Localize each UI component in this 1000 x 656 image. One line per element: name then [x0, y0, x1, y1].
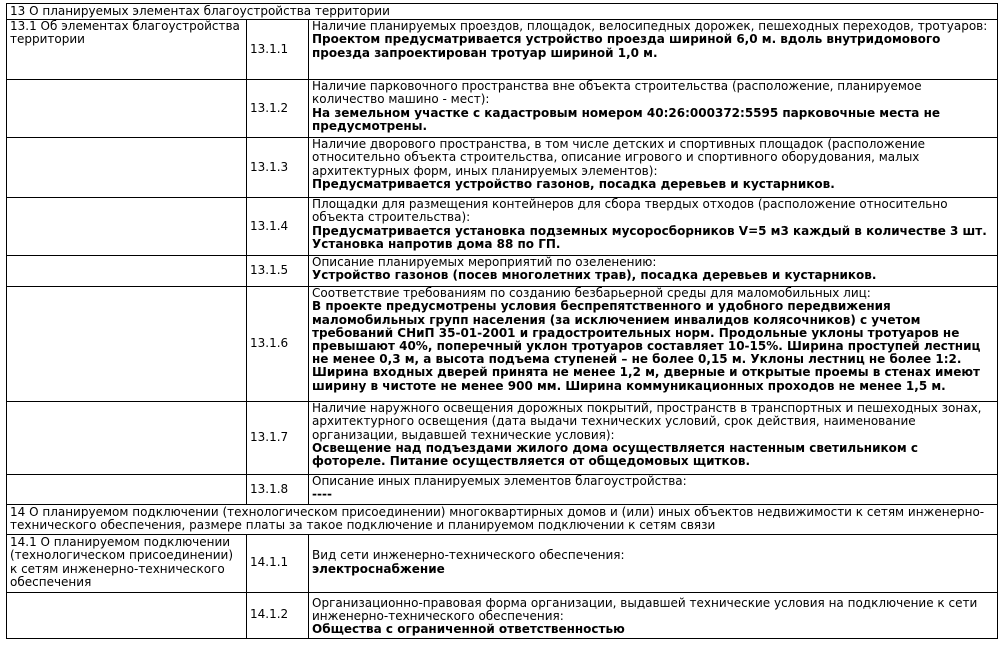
row-number: 13.1.1	[247, 20, 309, 80]
row-number: 14.1.2	[247, 592, 309, 638]
row-description: Описание планируемых мероприятий по озеленению:	[312, 255, 657, 270]
section-13-header-row	[7, 4, 998, 20]
empty-cell	[7, 287, 247, 402]
row-value: На земельном участке с кадастровым номером 40:26:000372:5595 парковочные места не предусмотрены.	[312, 105, 941, 133]
empty-cell	[7, 402, 247, 475]
table-row	[7, 402, 998, 475]
empty-cell	[7, 592, 247, 638]
section-13-title: 13 О планируемых элементах благоустройства территории	[7, 4, 998, 20]
row-content	[309, 402, 998, 475]
row-number: 13.1.7	[247, 402, 309, 475]
row-description: Наличие парковочного пространства вне объекта строительства (расположение, планируемое количество машино - мест):	[312, 79, 922, 107]
table-row	[7, 256, 998, 287]
row-number: 13.1.8	[247, 475, 309, 505]
row-number: 13.1.4	[247, 198, 309, 256]
row-value: Освещение над подъездами жилого дома осуществляется настенным светильником с фотореле. Питание осуществляется от общедомовых щитков.	[312, 440, 918, 469]
row-content	[309, 287, 998, 402]
empty-cell	[7, 198, 247, 256]
table-row	[7, 198, 998, 256]
row-number: 13.1.5	[247, 256, 309, 287]
row-content	[309, 138, 998, 198]
empty-cell	[7, 80, 247, 138]
row-value: Устройство газонов (посев многолетних трав), посадка деревьев и кустарников.	[312, 268, 877, 283]
empty-cell	[7, 256, 247, 287]
row-number: 13.1.2	[247, 80, 309, 138]
row-content	[309, 80, 998, 138]
row-value: В проекте предусмотрены условия беспрепятственного и удобного передвижения маломобильных групп населения (за исключением инвалидов колясочников) с учетом требований СНиП 35-01-2001 и градостроительных норм. Продольные уклоны тротуаров не превышают 40%, поперечный уклон тротуаров составляет 10-15%. Ширина проступей лестниц не менее 0,3 м, а высота подъема ступеней – не более 0,15 м. Уклоны лестниц не более 1:2. Ширина входных дверей принята не менее 1,2 м, дверные и открытые проемы в стенах имеют ширину в чистоте не менее 900 мм. Ширина коммуникационных проходов не менее 1,5 м.	[312, 299, 981, 393]
section-14-header-row	[7, 505, 998, 534]
subsection-14-1-label: 14.1 О планируемом подключении (технологическом присоединении) к сетям инженерно-технического обеспечения	[7, 534, 247, 592]
row-content	[309, 592, 998, 638]
empty-cell	[7, 475, 247, 505]
row-number: 14.1.1	[247, 534, 309, 592]
table-row	[7, 20, 998, 80]
row-value: Общества с ограниченной ответственностью	[312, 622, 625, 637]
row-description: Описание иных планируемых элементов благоустройства:	[312, 474, 687, 489]
row-description: Вид сети инженерно-технического обеспечения:	[312, 548, 625, 563]
row-value: Предусматривается устройство газонов, посадка деревьев и кустарников.	[312, 176, 835, 191]
row-content	[309, 534, 998, 592]
table-row	[7, 287, 998, 402]
row-description: Организационно-правовая форма организации, выдавшей технические условия на подключение к сети инженерно-технического обеспечения:	[312, 596, 978, 624]
table-row	[7, 592, 998, 638]
section-14-title: 14 О планируемом подключении (технологическом присоединении) многоквартирных домов и (или) иных объектов недвижимости к сетям инженерно-технического обеспечения, размере платы за такое подключение и планируемом подключении к сетям связи	[7, 505, 998, 534]
row-value: Проектом предусматривается устройство проезда шириной 6,0 м. вдоль внутридомового проезда запроектирован тротуар шириной 1,0 м.	[312, 32, 941, 60]
row-description: Наличие дворового пространства, в том числе детских и спортивных площадок (расположение относительно объекта строительства, описание игрового и спортивного оборудования, малых архитектурных форм, иных планируемых элементов):	[312, 137, 925, 178]
row-content	[309, 198, 998, 256]
row-number: 13.1.3	[247, 138, 309, 198]
row-value: электроснабжение	[312, 561, 445, 576]
subsection-13-1-label: 13.1 Об элементах благоустройства территории	[7, 20, 247, 80]
row-content	[309, 256, 998, 287]
table-row	[7, 534, 998, 592]
table-row	[7, 138, 998, 198]
document-table	[6, 3, 998, 639]
row-content	[309, 20, 998, 80]
row-value: ----	[312, 487, 332, 502]
empty-cell	[7, 138, 247, 198]
row-description: Наличие планируемых проездов, площадок, велосипедных дорожек, пешеходных переходов, тротуаров:	[312, 19, 988, 34]
row-description: Площадки для размещения контейнеров для сбора твердых отходов (расположение относительно объекта строительства):	[312, 197, 948, 225]
row-description: Соответствие требованиям по созданию безбарьерной среды для маломобильных лиц:	[312, 286, 871, 301]
row-description: Наличие наружного освещения дорожных покрытий, пространств в транспортных и пешеходных зонах, архитектурного освещения (дата выдачи технических условий, срок действия, наименование организации, выдавшей технические условия):	[312, 401, 982, 442]
row-value: Предусматривается установка подземных мусоросборников V=5 м3 каждый в количестве 3 шт. Установка напротив дома 88 по ГП.	[312, 223, 987, 251]
row-content	[309, 475, 998, 505]
table-row	[7, 475, 998, 505]
table-row	[7, 80, 998, 138]
row-number: 13.1.6	[247, 287, 309, 402]
